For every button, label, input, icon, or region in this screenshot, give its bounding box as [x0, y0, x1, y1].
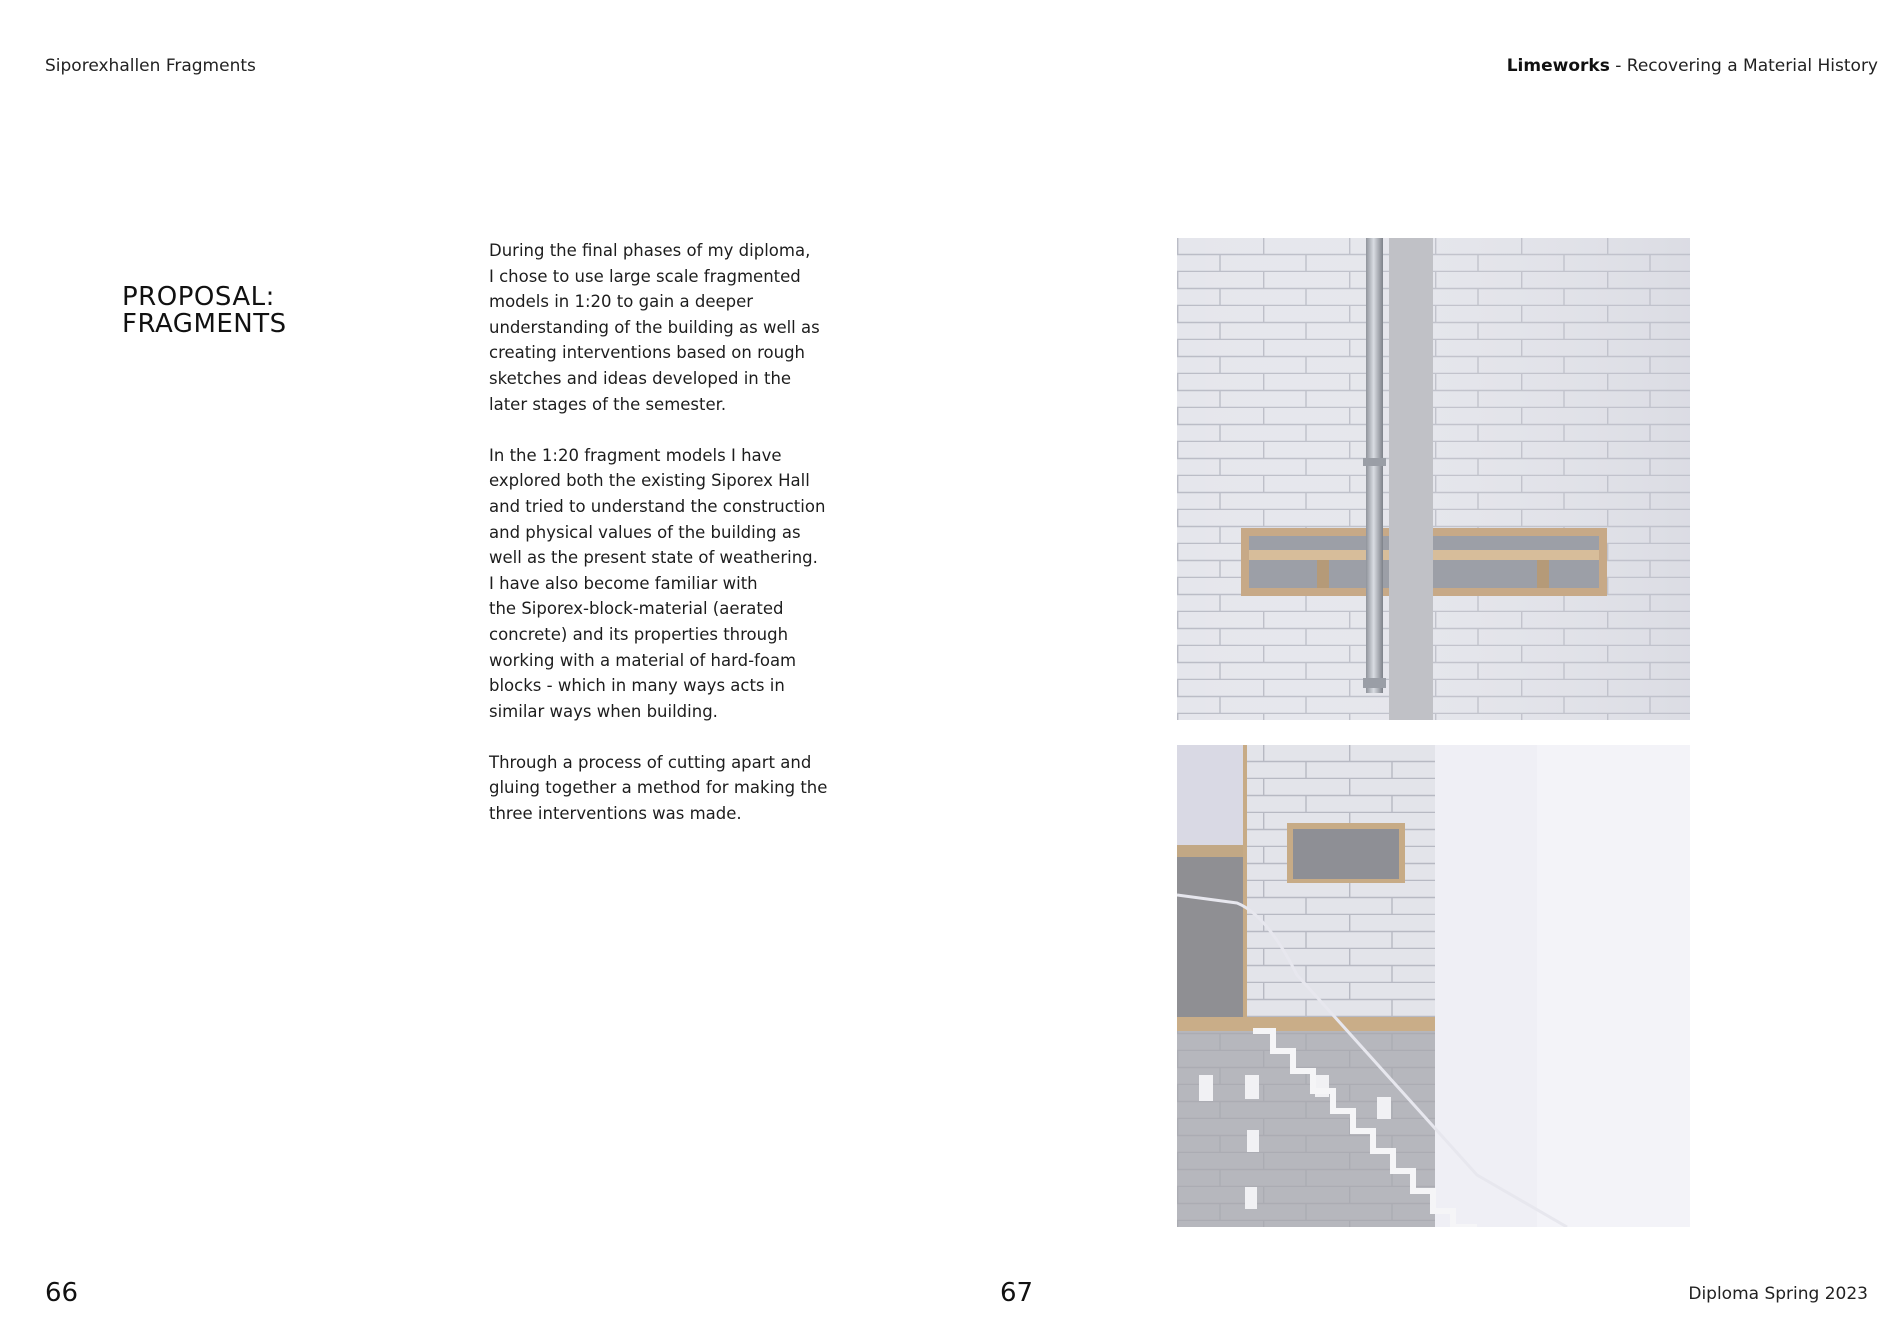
- section-heading-line1: PROPOSAL:: [122, 282, 275, 313]
- header-right-subtitle: - Recovering a Material History: [1609, 56, 1878, 76]
- header-right-title: [1507, 56, 1878, 76]
- page-number-left: 66: [45, 1278, 79, 1308]
- model-photo-wall-pipe: [1177, 238, 1690, 720]
- model-photo-wall-pipe-image: [1177, 238, 1690, 720]
- section-heading: [122, 284, 442, 338]
- body-paragraph-2: In the 1:20 fragment models I have explored both the existing Siporex Hall and tried to understand the construction and physical values of the building as well as the present state of weathering. I have also become familiar with the Siporex-block-material (aerated concrete) and its properties through working with a material of hard-foam blocks - which in many ways acts in similar ways when building.: [489, 445, 826, 721]
- model-photo-staircase: [1177, 745, 1690, 1227]
- model-photo-staircase-image: [1177, 745, 1690, 1227]
- page-number-right: 67: [1000, 1278, 1034, 1308]
- body-paragraph-3: Through a process of cutting apart and gluing together a method for making the three interventions was made.: [489, 752, 828, 824]
- body-text: [489, 238, 849, 852]
- footer-right-text: Diploma Spring 2023: [1688, 1284, 1868, 1304]
- section-heading-line2: FRAGMENTS: [122, 309, 287, 340]
- header-right-bold: Limeworks: [1506, 56, 1610, 76]
- body-paragraph-1: During the final phases of my diploma, I chose to use large scale fragmented models in 1:20 to gain a deeper understanding of the building as well as creating interventions based on rough sketches and ideas developed in the later stages of the semester.: [489, 241, 820, 414]
- header-left-title: Siporexhallen Fragments: [45, 56, 256, 76]
